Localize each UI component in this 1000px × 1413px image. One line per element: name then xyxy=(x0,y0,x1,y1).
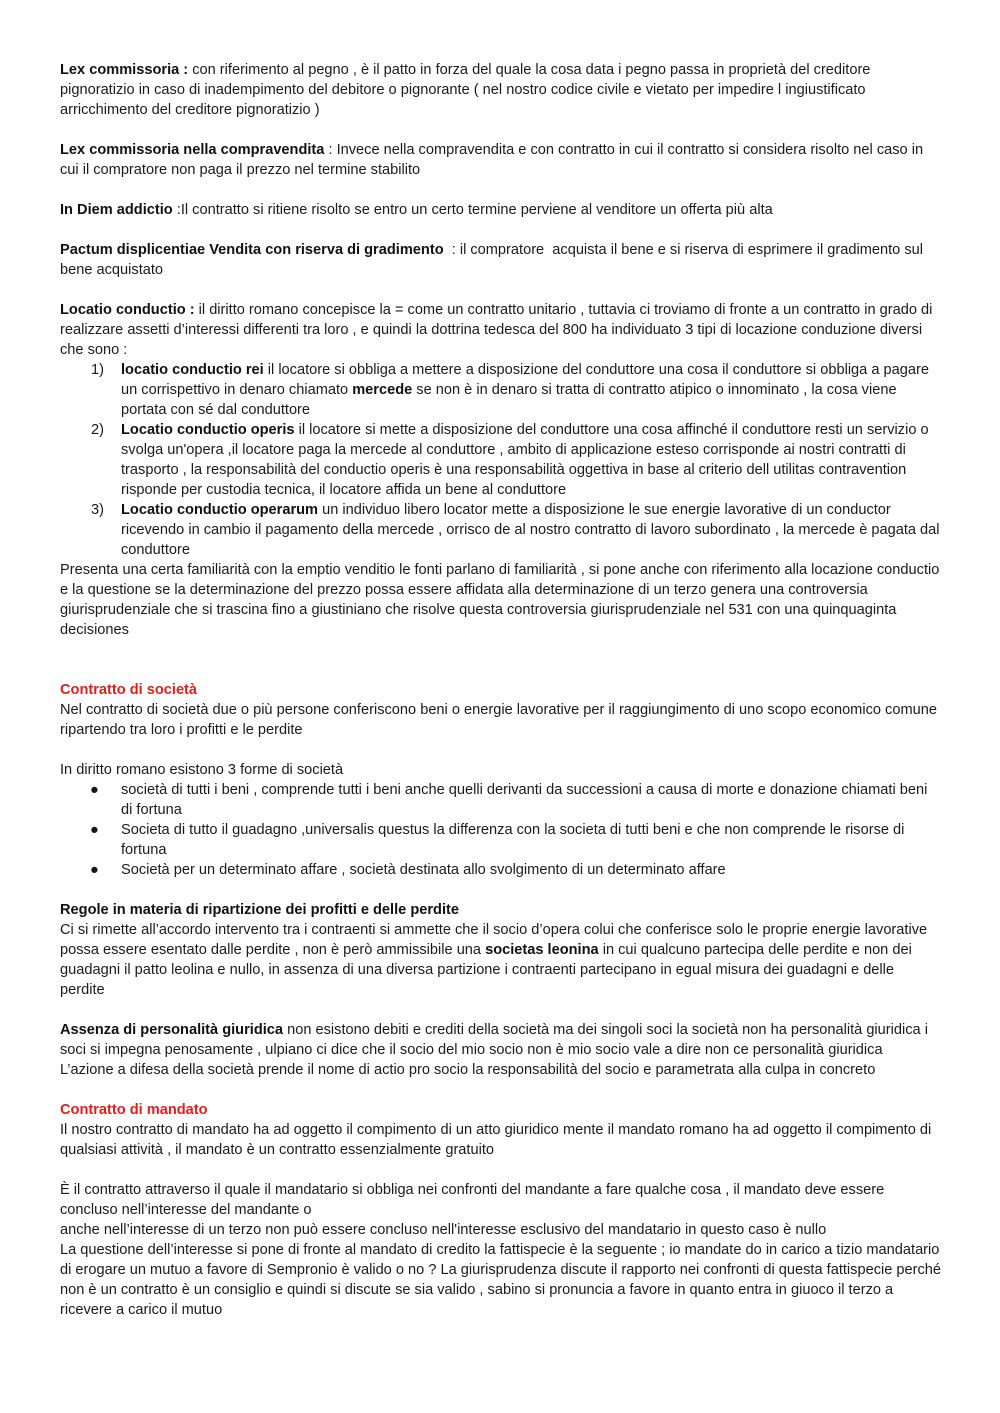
bullet-icon: ● xyxy=(90,862,99,878)
list-item xyxy=(60,860,942,880)
societa-forms-intro: In diritto romano esistono 3 forme di società xyxy=(60,762,344,778)
list-item xyxy=(60,780,942,820)
locatio-after-paragraph: Presenta una certa familiarità con la emptio venditio le fonti parlano di familiarità , si pone anche con riferimento alla locazione conductio e la questione se la determinazione del prezzo possa essere affidata alla determinazione di un terzo genera una controversia giurisprudenziale che si trascina fino a giustiniano che risolve questa controversia giurisprudenziale nel 531 con una quinquaginta decisiones xyxy=(60,562,940,638)
locatio-operis-text: il locatore si mette a disposizione del conduttore una cosa affinché il conduttore resti un servizio o svolga un'opera ,il locatore paga la mercede al conduttore , ambito di applicazione esteso corrisponde ai nostri contratti di trasporto , la responsabilità del conductio operis è una responsabilità oggettiva in base al criterio dell utilitas contravention risponde per custodia tecnica, il locatore affida un bene al conduttore xyxy=(121,422,929,498)
lex-compravendita-paragraph xyxy=(60,140,942,180)
list-marker: 1) xyxy=(91,362,104,378)
regole-text-a: Ci si rimette all’accordo intervento tra i contraenti si ammette che il socio d’opera colui che conferisce solo le proprie energie lavorative possa essere esentato dalle perdite , non è però ammissibile una xyxy=(60,922,928,958)
list-item xyxy=(60,360,942,420)
list-item xyxy=(60,420,942,500)
lex-compravendita-text: : Invece nella compravendita e con contratto in cui il contratto si considera risolto nel caso in cui il compratore non paga il prezzo nel termine stabilito xyxy=(60,142,924,178)
regole-paragraph xyxy=(60,920,942,1000)
locatio-rei-text: il locatore si obbliga a mettere a disposizione del conduttore una cosa il conduttore si obbliga a pagare un corrispettivo in denaro chiamato xyxy=(121,362,929,398)
pactum-paragraph xyxy=(60,240,942,280)
pactum-term: Pactum displicentiae Vendita con riserva di gradimento xyxy=(60,242,444,258)
list-item-text: società di tutti i beni , comprende tutti i beni anche quelli derivanti da successioni a causa di morte e donazione chiamati beni di fortuna xyxy=(121,782,928,818)
societa-intro: Nel contratto di società due o più persone conferiscono beni o energie lavorative per il raggiungimento di uno scopo economico comune ripartendo tra loro i profitti e le perdite xyxy=(60,702,937,738)
in-diem-paragraph xyxy=(60,200,942,220)
societa-heading: Contratto di società xyxy=(60,682,198,698)
locatio-types-list xyxy=(60,360,942,560)
regole-title xyxy=(60,900,942,920)
azione-paragraph: L’azione a difesa della società prende il nome di actio pro socio la responsabilità del socio e parametrata alla culpa in concreto xyxy=(60,1062,876,1078)
mercede-term: mercede xyxy=(352,382,413,398)
locatio-operarum-term: Locatio conductio operarum xyxy=(121,502,319,518)
locatio-operis-term: Locatio conductio operis xyxy=(121,422,295,438)
assenza-paragraph xyxy=(60,1020,942,1060)
locatio-term: Locatio conductio : xyxy=(60,302,195,318)
lex-commissoria-term: Lex commissoria : xyxy=(60,62,189,78)
regole-text-b: in cui qualcuno partecipa delle perdite e non dei guadagni il patto leolina e nullo, in assenza di una diversa partizione i contraenti partecipano in egual misura dei guadagni e delle perdite xyxy=(60,942,912,998)
list-marker: 3) xyxy=(91,502,104,518)
in-diem-text: :Il contratto si ritiene risolto se entro un certo termine perviene al venditore un offerta più alta xyxy=(172,202,773,218)
bullet-icon: ● xyxy=(90,782,99,798)
societas-leonina-term: societas leonina xyxy=(485,942,599,958)
list-item-text: Societa di tutto il guadagno ,universalis questus la differenza con la societa di tutti beni e che non comprende le risorse di fortuna xyxy=(121,822,905,858)
regole-title-text: Regole in materia di ripartizione dei profitti e delle perdite xyxy=(60,902,459,918)
locatio-rei-term: locatio conductio rei xyxy=(121,362,264,378)
mandato-heading: Contratto di mandato xyxy=(60,1102,208,1118)
assenza-text: non esistono debiti e crediti della società ma dei singoli soci la società non ha personalità giuridica i soci si impegna penosamente , ulpiano ci dice che il socio del mio socio non è mio socio vale a dire non ce personalità giuridica xyxy=(60,1022,928,1058)
list-item-text: Società per un determinato affare , società destinata allo svolgimento di un determinato affare xyxy=(121,862,726,878)
lex-commissoria-paragraph xyxy=(60,60,942,120)
locatio-operarum-text: un individuo libero locator mette a disposizione le sue energie lavorative di un conductor ricevendo in cambio il pagamento della mercede , orrisco de al nostro contratto di lavoro subordinato , la mercede è pagata dal conduttore xyxy=(121,502,940,558)
locatio-text: il diritto romano concepisce la = come un contratto unitario , tuttavia ci troviamo di fronte a un contratto in grado di realizzare assetti d’interessi differenti tra loro , e quindi la dottrina tedesca del 800 ha individuato 3 tipi di locazione conduzione diversi che sono : xyxy=(60,302,933,358)
locatio-paragraph xyxy=(60,300,942,360)
lex-compravendita-term: Lex commissoria nella compravendita xyxy=(60,142,325,158)
mandato-p2-line2: anche nell’interesse di un terzo non può essere concluso nell'interesse esclusivo del mandatario in questo caso è nullo xyxy=(60,1222,827,1238)
locatio-rei-text-end: se non è in denaro si tratta di contratto atipico o innominato , la cosa viene portata con sé dal conduttore xyxy=(121,382,897,418)
assenza-term: Assenza di personalità giuridica xyxy=(60,1022,284,1038)
lex-commissoria-text: con riferimento al pegno , è il patto in forza del quale la cosa data i pegno passa in proprietà del creditore pignoratizio in caso di inadempimento del debitore o pignorante ( nel nostro codice civile e vietato per impedire l ingiustificato arricchimento del creditore pignoratizio ) xyxy=(60,62,871,118)
list-item xyxy=(60,500,942,560)
list-marker: 2) xyxy=(91,422,104,438)
societa-forms-list xyxy=(60,780,942,880)
in-diem-term: In Diem addictio xyxy=(60,202,173,218)
bullet-icon: ● xyxy=(90,822,99,838)
mandato-p1: Il nostro contratto di mandato ha ad oggetto il compimento di un atto giuridico mente il mandato romano ha ad oggetto il compimento di qualsiasi attività , il mandato è un contratto essenzialmente gratuito xyxy=(60,1122,932,1158)
list-item xyxy=(60,820,942,860)
pactum-text: : il compratore acquista il bene e si riserva di esprimere il gradimento sul bene acquistato xyxy=(60,242,928,278)
mandato-p2-line1: È il contratto attraverso il quale il mandatario si obbliga nei confronti del mandante a fare qualche cosa , il mandato deve essere concluso nell’interesse del mandante o xyxy=(60,1182,885,1218)
mandato-p3: La questione dell’interesse si pone di fronte al mandato di credito la fattispecie è la seguente ; io mandate do in carico a tizio mandatario di erogare un mutuo a favore di Sempronio è valido o no ? La giurisprudenza discute il rapporto nei confronti di questa fattispecie perché non è un contratto è un consiglio e quindi si discute se sia valido , sabino si pronuncia a favore in quanto entra in giuoco il terzo a ricevere a carico il mutuo xyxy=(60,1242,942,1318)
